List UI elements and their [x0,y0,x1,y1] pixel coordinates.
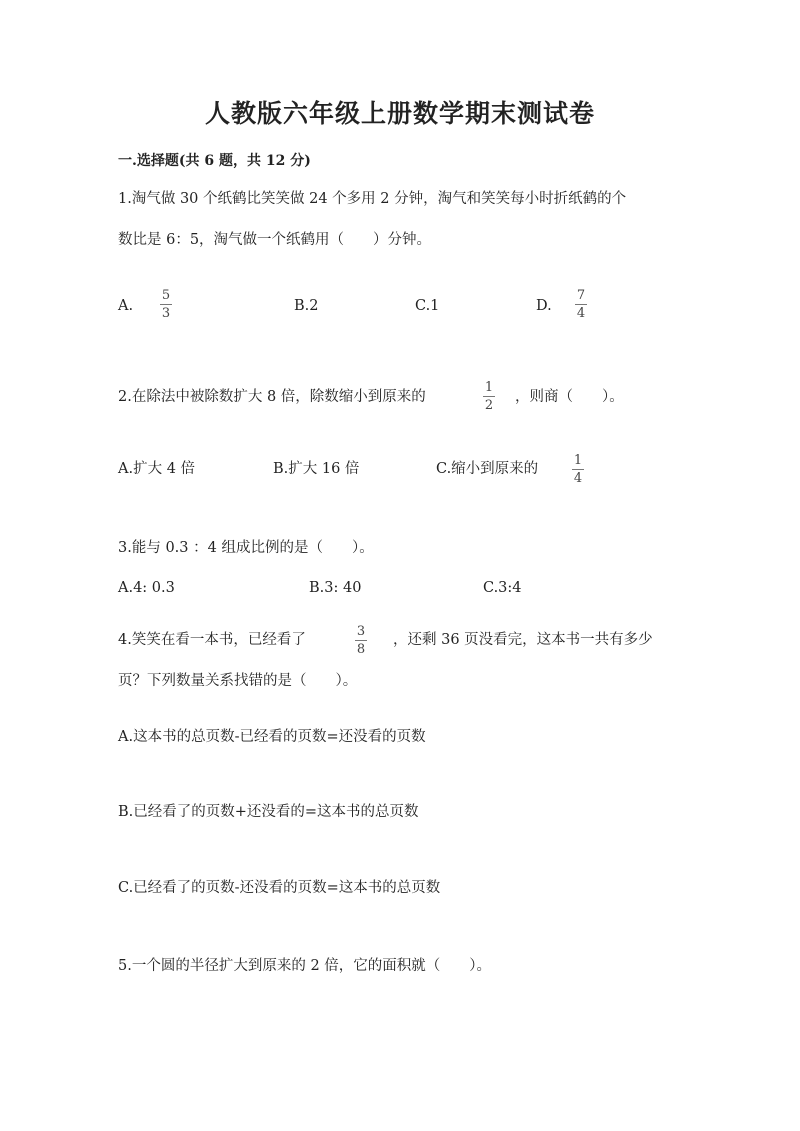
fraction-bar [572,469,584,470]
q2-stem-part1: 2.在除法中被除数扩大 8 倍，除数缩小到原来的 [118,389,426,405]
q3-option-c: C.3:4 [483,580,522,596]
q5-stem: 5.一个圆的半径扩大到原来的 2 倍，它的面积就（ ）。 [118,958,492,974]
fraction-bar [575,304,587,305]
fraction-bar [355,640,367,641]
q2-option-c: C.缩小到原来的 [436,461,539,477]
q4-option-a: A.这本书的总页数-已经看的页数=还没看的页数 [118,729,426,745]
q1-option-a-fraction [160,288,172,321]
q4-stem-line2: 页？下列数量关系找错的是（ ）。 [118,673,358,689]
q1-option-c: C.1 [415,298,440,314]
q1-option-a-denominator: 3 [161,306,171,321]
q2-numerator: 1 [484,380,494,395]
q1-option-d-fraction [575,288,587,321]
fraction-bar [483,396,495,397]
q2-denominator: 2 [484,398,494,413]
q1-option-d-numerator: 7 [576,288,586,303]
q2-option-c-numerator: 1 [573,453,583,468]
q4-numerator: 3 [356,624,366,639]
q1-stem-line2: 数比是 6：5，淘气做一个纸鹤用（ ）分钟。 [118,232,432,248]
q1-option-d-label: D. [536,298,552,314]
page-title: 人教版六年级上册数学期末测试卷 [204,99,595,128]
q4-stem-part2: ，还剩 36 页没看完，这本书一共有多少 [393,632,653,648]
q1-option-b: B.2 [294,298,319,314]
q1-option-a-label: A. [118,298,134,314]
q3-stem: 3.能与 0.3 ：4 组成比例的是（ ）。 [118,540,374,556]
q1-stem-line1: 1.淘气做 30 个纸鹤比笑笑做 24 个多用 2 分钟，淘气和笑笑每小时折纸鹤的个 [118,191,627,207]
q4-option-c: C.已经看了的页数-还没看的页数=这本书的总页数 [118,880,441,896]
q4-stem-fraction [355,624,367,657]
fraction-bar [160,304,172,305]
q1-option-d-denominator: 4 [576,306,586,321]
section-heading: 一.选择题(共 6 题，共 12 分) [118,153,311,169]
q1-option-a-numerator: 5 [161,288,171,303]
q4-denominator: 8 [356,642,366,657]
q3-option-a: A.4: 0.3 [118,580,175,596]
q4-option-b: B.已经看了的页数+还没看的=这本书的总页数 [118,804,419,820]
q2-option-b: B.扩大 16 倍 [273,461,360,477]
q4-stem-part1: 4.笑笑在看一本书，已经看了 [118,632,306,648]
q2-option-a: A.扩大 4 倍 [118,461,196,477]
q2-option-c-denominator: 4 [573,471,583,486]
q2-stem-part2: ，则商（ ）。 [515,389,624,405]
q3-option-b: B.3: 40 [309,580,362,596]
q2-option-c-fraction [572,453,584,486]
q2-stem-fraction [483,380,495,413]
